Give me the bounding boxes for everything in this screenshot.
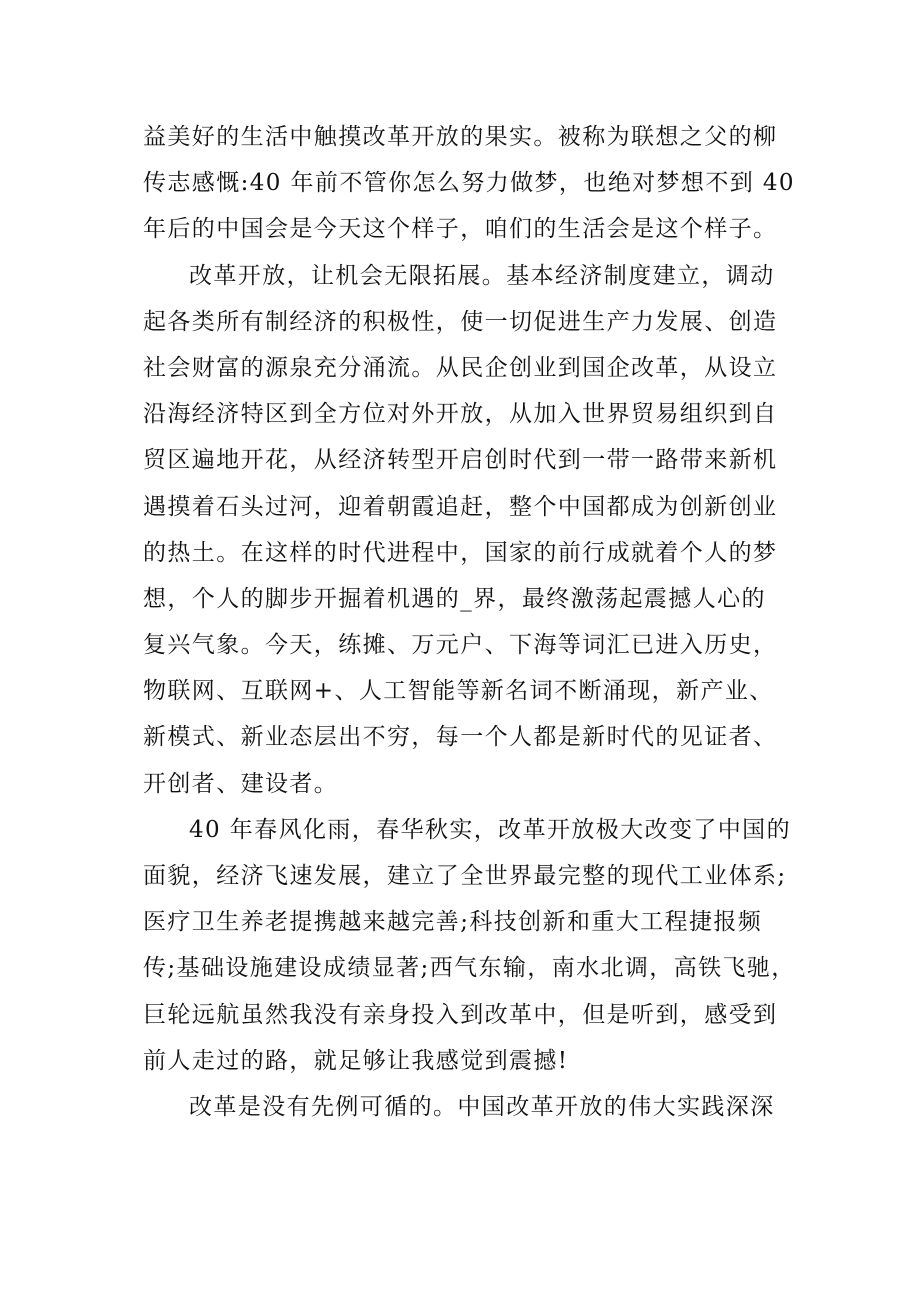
text-line: 贸区遍地开花，从经济转型开启创时代到一带一路带来新机 bbox=[143, 447, 778, 474]
text-line: 前人走过的路，就足够让我感觉到震撼! bbox=[143, 1047, 569, 1074]
paragraph-first-line: 改革开放，让机会无限拓展。基本经济制度建立，调动 bbox=[189, 262, 775, 289]
text-line: 复兴气象。今天，练摊、万元户、下海等词汇已进入历史， bbox=[143, 632, 778, 659]
text-line: 巨轮远航虽然我没有亲身投入到改革中，但是听到，感受到 bbox=[143, 1001, 778, 1028]
paragraph-first-line: 40 年春风化雨，春华秋实，改革开放极大改变了中国的 bbox=[189, 816, 791, 843]
text-line: 开创者、建设者。 bbox=[143, 770, 339, 797]
text-line: 起各类所有制经济的积极性，使一切促进生产力发展、创造 bbox=[143, 308, 778, 335]
text-line: 物联网、互联网+、人工智能等新名词不断涌现，新产业、 bbox=[143, 678, 774, 705]
text-line: 医疗卫生养老提携越来越完善;科技创新和重大工程捷报频 bbox=[143, 909, 763, 936]
text-line: 面貌，经济飞速发展，建立了全世界最完整的现代工业体系; bbox=[143, 863, 787, 889]
text-line: 的热土。在这样的时代进程中，国家的前行成就着个人的梦 bbox=[143, 539, 778, 566]
text-line: 传;基础设施建设成绩显著;西气东输，南水北调，高铁飞驰， bbox=[143, 955, 796, 982]
text-line: 社会财富的源泉充分涌流。从民企创业到国企改革，从设立 bbox=[143, 354, 778, 381]
text-line: 传志感慨:40 年前不管你怎么努力做梦，也绝对梦想不到 40 bbox=[143, 170, 795, 197]
text-line: 新模式、新业态层出不穷，每一个人都是新时代的见证者、 bbox=[143, 724, 778, 751]
text-line: 想，个人的脚步开掘着机遇的_界，最终激荡起震撼人心的 bbox=[143, 585, 766, 612]
text-line: 益美好的生活中触摸改革开放的果实。被称为联想之父的柳 bbox=[143, 124, 778, 150]
document-body bbox=[143, 114, 796, 1130]
text-line: 年后的中国会是今天这个样子，咱们的生活会是这个样子。 bbox=[143, 216, 778, 243]
text-line: 沿海经济特区到全方位对外开放，从加入世界贸易组织到自 bbox=[143, 401, 778, 428]
text-line: 遇摸着石头过河，迎着朝霞追赶，整个中国都成为创新创业 bbox=[143, 493, 778, 520]
paragraph-first-line: 改革是没有先例可循的。中国改革开放的伟大实践深深 bbox=[189, 1093, 775, 1120]
